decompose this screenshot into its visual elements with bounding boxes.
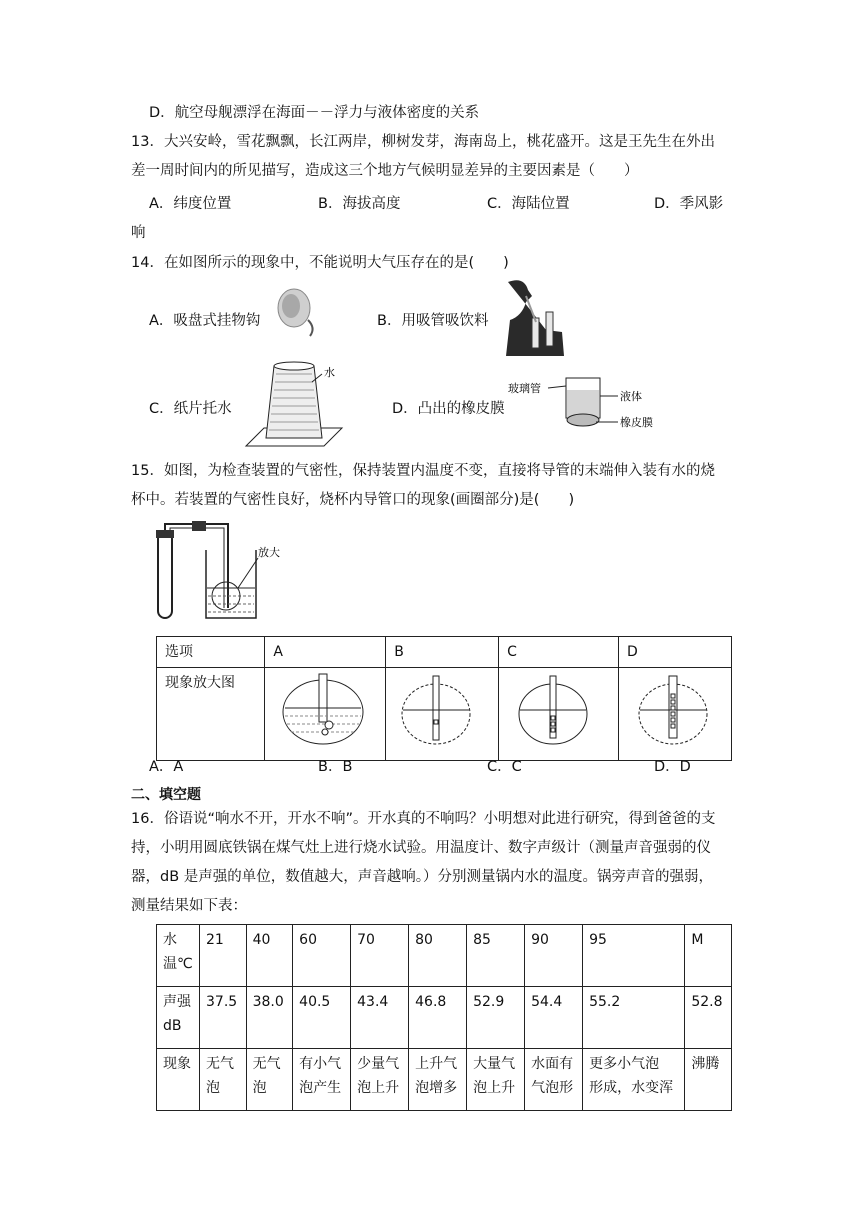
temp-cell: 80 bbox=[409, 925, 467, 987]
q13-option-b: B．海拔高度 bbox=[318, 196, 401, 212]
q15-header-b: B bbox=[386, 637, 499, 668]
phenomenon-cell: 无气 泡 bbox=[246, 1049, 293, 1111]
q13-option-d: D．季风影 bbox=[654, 196, 724, 212]
q13-stem-line1: 13．大兴安岭，雪花飘飘，长江两岸，柳树发芽，海南岛上，桃花盛开。这是王先生在外出 bbox=[131, 134, 715, 150]
phenomenon-cell: 大量气 泡上升 bbox=[467, 1049, 525, 1111]
sound-cell: 55.2 bbox=[583, 987, 685, 1049]
q14-option-d: D．凸出的橡皮膜 bbox=[392, 401, 505, 417]
label-magnify: 放大 bbox=[258, 546, 280, 559]
q15-figure-b-cell bbox=[386, 668, 499, 761]
sound-label: 声强 dB bbox=[157, 987, 200, 1049]
q15-header-a: A bbox=[265, 637, 386, 668]
q15-header-d: D bbox=[619, 637, 732, 668]
q15-options-table bbox=[156, 636, 732, 761]
section-title: 二、填空题 bbox=[131, 787, 201, 803]
q15-option-d: D．D bbox=[654, 759, 691, 775]
phenomenon-cell: 上升气 泡增多 bbox=[409, 1049, 467, 1111]
label-liquid: 液体 bbox=[620, 390, 642, 403]
phenomenon-label: 现象 bbox=[157, 1049, 200, 1111]
q16-stem-line1: 16．俗语说“响水不开，开水不响”。开水真的不响吗？小明想对此进行研究，得到爸爸的支 bbox=[131, 811, 716, 827]
temp-cell: 60 bbox=[293, 925, 351, 987]
paper-holding-water-figure bbox=[244, 358, 344, 450]
label-water: 水 bbox=[324, 366, 335, 379]
q15-row-label: 现象放大图 bbox=[157, 668, 265, 761]
q15-figure-b bbox=[388, 670, 492, 750]
temp-cell: 21 bbox=[200, 925, 247, 987]
phenomenon-cell: 少量气 泡上升 bbox=[351, 1049, 409, 1111]
sound-cell: 46.8 bbox=[409, 987, 467, 1049]
sound-cell: 54.4 bbox=[525, 987, 583, 1049]
sound-cell: 40.5 bbox=[293, 987, 351, 1049]
q15-option-b: B．B bbox=[318, 759, 353, 775]
q15-option-a: A．A bbox=[149, 759, 184, 775]
q16-data-table bbox=[156, 924, 732, 1111]
sound-cell: 38.0 bbox=[246, 987, 293, 1049]
q15-stem-line1: 15．如图，为检查装置的气密性，保持装置内温度不变，直接将导管的末端伸入装有水的烧 bbox=[131, 463, 715, 479]
phenomenon-cell: 水面有 气泡形 bbox=[525, 1049, 583, 1111]
q15-option-c: C．C bbox=[487, 759, 522, 775]
q13-option-c: C．海陆位置 bbox=[487, 196, 570, 212]
q15-figure-d-cell bbox=[619, 668, 732, 761]
label-glass-tube: 玻璃管 bbox=[508, 382, 541, 395]
sound-cell: 37.5 bbox=[200, 987, 247, 1049]
q16-stem-line4: 测量结果如下表： bbox=[131, 898, 247, 914]
q14-option-c: C．纸片托水 bbox=[149, 401, 232, 417]
temp-cell: 70 bbox=[351, 925, 409, 987]
q13-option-d-wrap: 响 bbox=[131, 225, 146, 241]
q15-stem-line2: 杯中。若装置的气密性良好，烧杯内导管口的现象(画圈部分)是( ) bbox=[131, 492, 575, 508]
q15-figure-c bbox=[501, 670, 609, 750]
q15-header-option: 选项 bbox=[157, 637, 265, 668]
q15-figure-d bbox=[621, 670, 729, 750]
label-rubber-film: 橡皮膜 bbox=[620, 416, 653, 429]
temp-cell: 85 bbox=[467, 925, 525, 987]
q13-option-a: A．纬度位置 bbox=[149, 196, 232, 212]
airtightness-apparatus-figure bbox=[150, 518, 310, 626]
q12-option-d: D．航空母舰漂浮在海面－－浮力与液体密度的关系 bbox=[149, 105, 480, 121]
suction-hook-figure bbox=[274, 286, 324, 342]
q15-figure-c-cell bbox=[499, 668, 619, 761]
sound-cell: 43.4 bbox=[351, 987, 409, 1049]
q14-option-a: A．吸盘式挂物钩 bbox=[149, 313, 261, 329]
temp-cell: 90 bbox=[525, 925, 583, 987]
rubber-film-tube-figure bbox=[508, 372, 668, 436]
temp-label: 水 温℃ bbox=[157, 925, 200, 987]
q14-option-b: B．用吸管吸饮料 bbox=[377, 313, 489, 329]
phenomenon-cell: 有小气 泡产生 bbox=[293, 1049, 351, 1111]
q13-stem-line2: 差一周时间内的所见描写，造成这三个地方气候明显差异的主要因素是（ ） bbox=[131, 163, 639, 179]
temp-cell: 95 bbox=[583, 925, 685, 987]
q16-stem-line3: 器，dB 是声强的单位，数值越大，声音越响。）分别测量锅内水的温度。锅旁声音的强弱， bbox=[131, 869, 714, 885]
phenomenon-cell: 更多小气泡 形成，水变浑 bbox=[583, 1049, 685, 1111]
temp-cell: M bbox=[685, 925, 732, 987]
q14-stem: 14．在如图所示的现象中，不能说明大气压存在的是( ) bbox=[131, 255, 509, 271]
q15-header-c: C bbox=[499, 637, 619, 668]
q15-figure-a bbox=[267, 670, 379, 750]
sound-cell: 52.9 bbox=[467, 987, 525, 1049]
phenomenon-cell: 无气 泡 bbox=[200, 1049, 247, 1111]
temp-cell: 40 bbox=[246, 925, 293, 987]
phenomenon-cell: 沸腾 bbox=[685, 1049, 732, 1111]
straw-drinking-figure bbox=[502, 276, 568, 358]
sound-cell: 52.8 bbox=[685, 987, 732, 1049]
q15-figure-a-cell bbox=[265, 668, 386, 761]
q16-stem-line2: 持，小明用圆底铁锅在煤气灶上进行烧水试验。用温度计、数字声级计（测量声音强弱的仪 bbox=[131, 840, 711, 856]
